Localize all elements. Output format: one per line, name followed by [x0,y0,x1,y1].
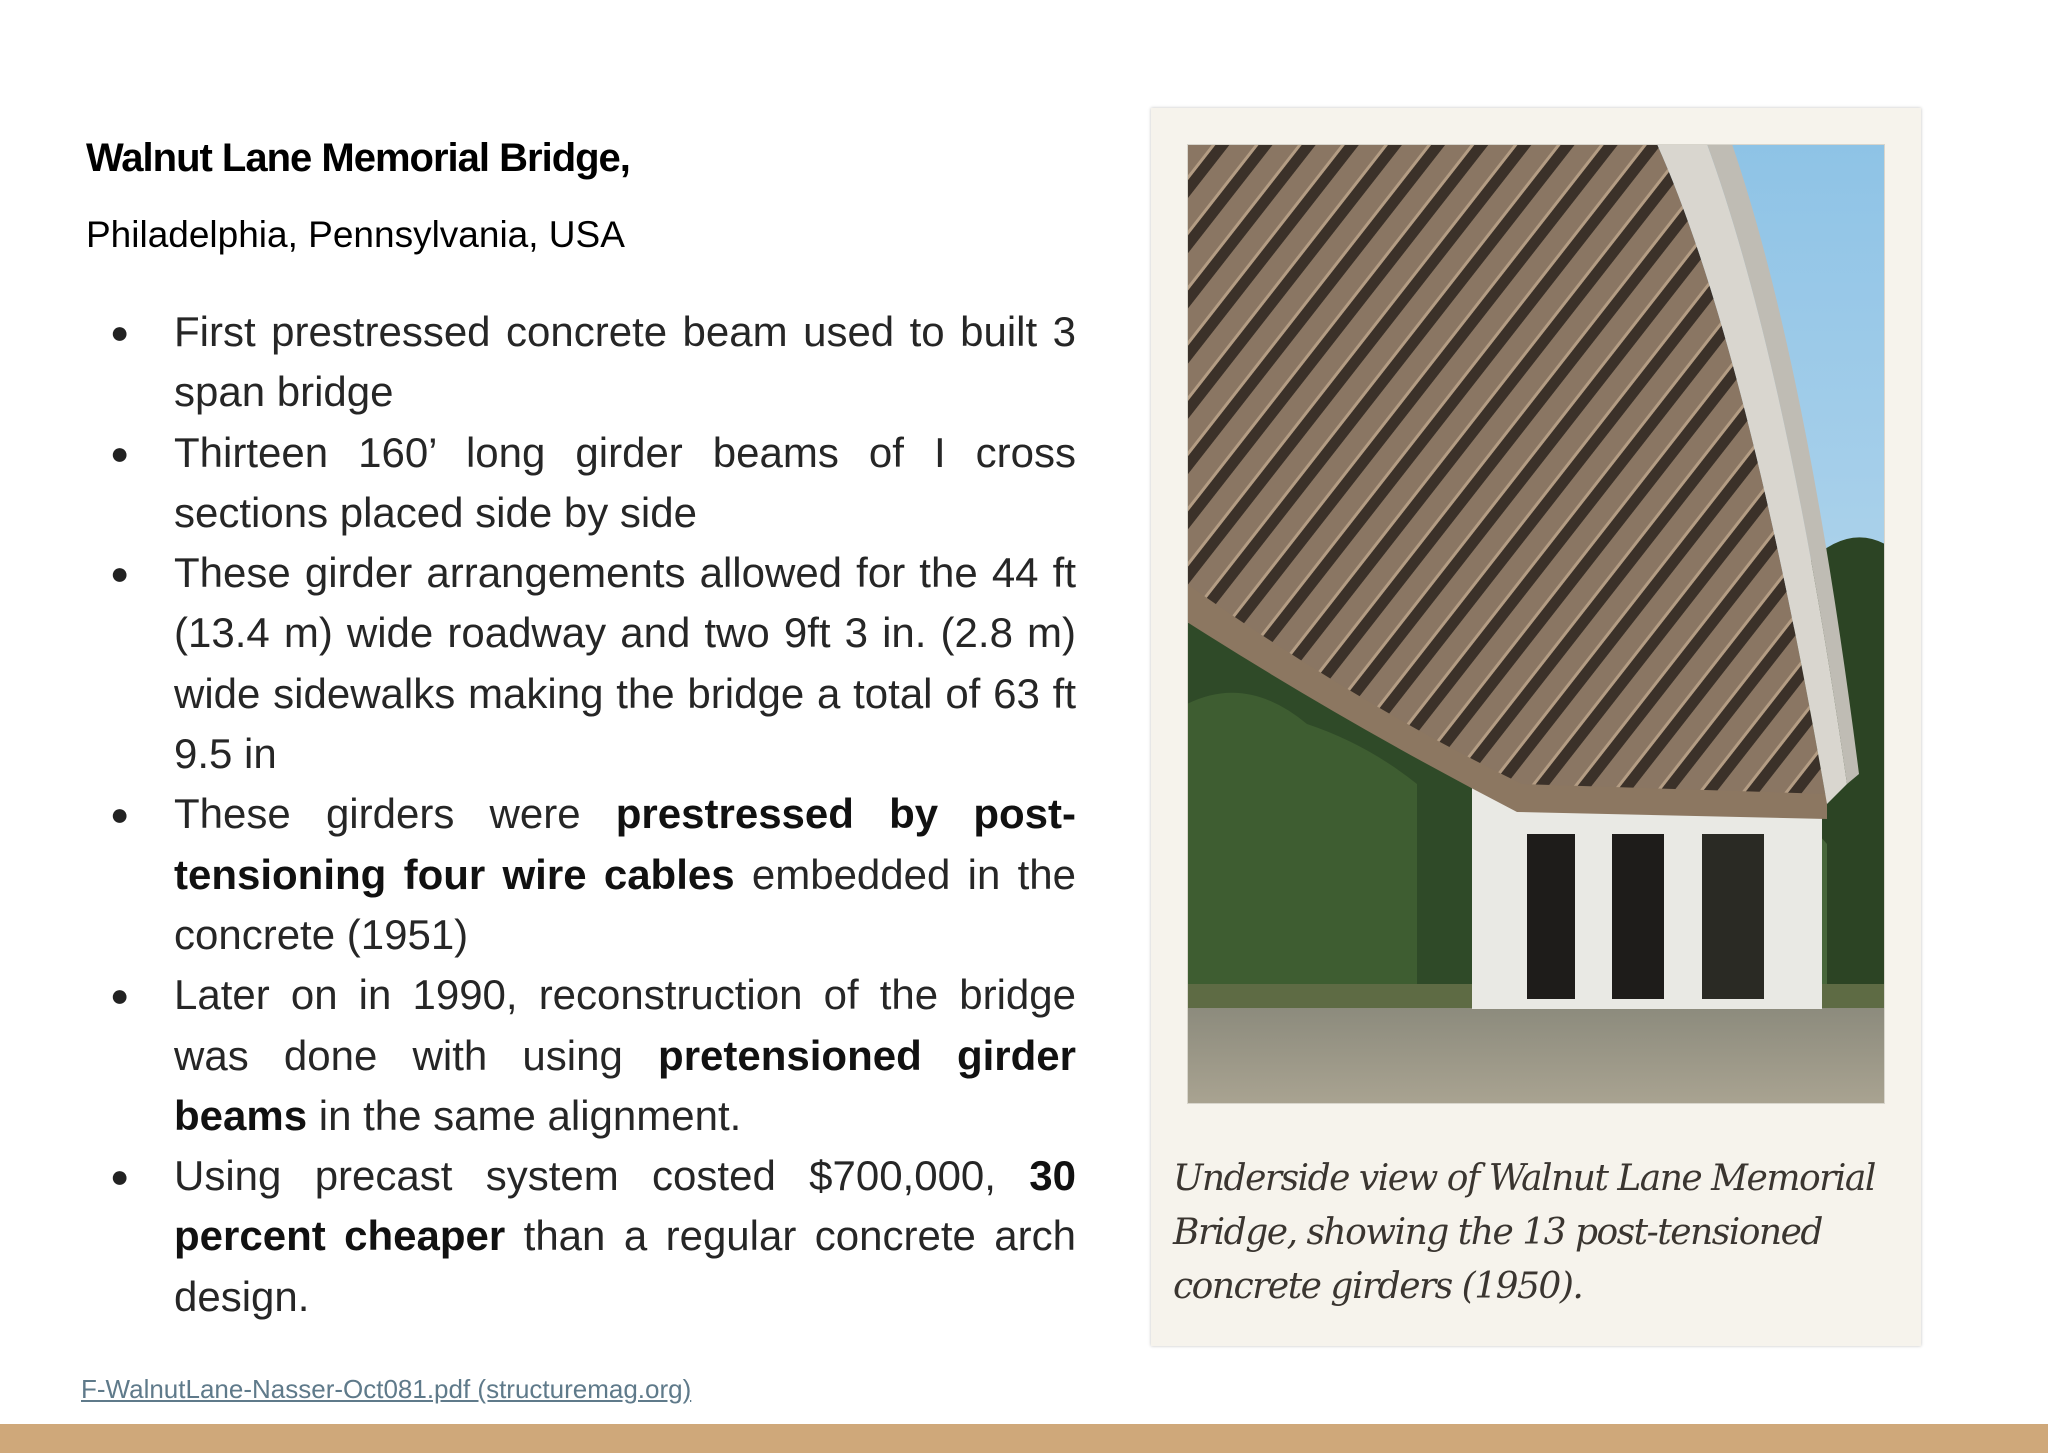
bullet-dot-icon: ● [110,1158,130,1195]
bullet-dot-icon: ● [110,434,130,471]
pier-opening-shape [1612,834,1664,999]
bullet-text-after: than a regular concrete arch design. [174,1212,1076,1320]
bullet-text-before: Using precast system costed $700,000, [174,1152,1030,1200]
bullet-text-after: in the same alignment. [307,1091,742,1139]
bullet-list [86,302,1076,1327]
ground-shape [1187,1004,1885,1104]
bullet-text: Thirteen 160’ long girder beams of I cross sections placed side by side [174,428,1076,536]
bullet-item-reconstruction [86,965,1076,1146]
bullet-text-after: embedded in the concrete (1951) [174,850,1076,958]
bullet-dot-icon: ● [110,977,130,1014]
pier-opening-shape [1527,834,1575,999]
bullet-dot-icon: ● [110,555,130,592]
bullet-text-bold: 30 percent cheaper [174,1152,1076,1260]
bullet-item-first-prestressed [86,302,1076,423]
bullet-text-before: These girders were [174,790,616,838]
bullet-item-cost [86,1146,1076,1327]
bottom-accent-bar [0,1424,2048,1453]
bullet-text-bold: prestressed by post-tensioning four wire cables [174,790,1076,898]
bullet-dot-icon: ● [110,796,130,833]
slide-title: Walnut Lane Memorial Bridge, [86,136,630,180]
bridge-photo-illustration [1187,144,1885,1104]
pier-opening-shape [1702,834,1764,999]
bullet-text: These girder arrangements allowed for the 44 ft (13.4 m) wide roadway and two 9ft 3 in. (2.8 m) wide sidewalks making the bridge a total of 63 ft 9.5 in [174,549,1076,778]
source-link[interactable]: F-WalnutLane-Nasser-Oct081.pdf (structuremag.org) [81,1374,692,1404]
bullet-text-before: Later on in 1990, reconstruction of the bridge was done with using [174,971,1076,1079]
bullet-text: First prestressed concrete beam used to built 3 span bridge [174,308,1076,416]
bridge-underside-photo [1187,144,1885,1104]
figure-caption: Underside view of Walnut Lane Memorial Bridge, showing the 13 post-tensioned concrete girders (1950). [1173,1158,1875,1307]
bridge-figure [1151,108,1921,1346]
bullet-dot-icon: ● [110,314,130,350]
bullet-item-girder-arrangements [86,543,1076,784]
bullet-text-bold: pretensioned girder beams [174,1031,1076,1139]
bullet-item-thirteen-girders [86,423,1076,544]
slide-subtitle: Philadelphia, Pennsylvania, USA [86,214,625,255]
bullet-item-post-tensioning [86,784,1076,965]
